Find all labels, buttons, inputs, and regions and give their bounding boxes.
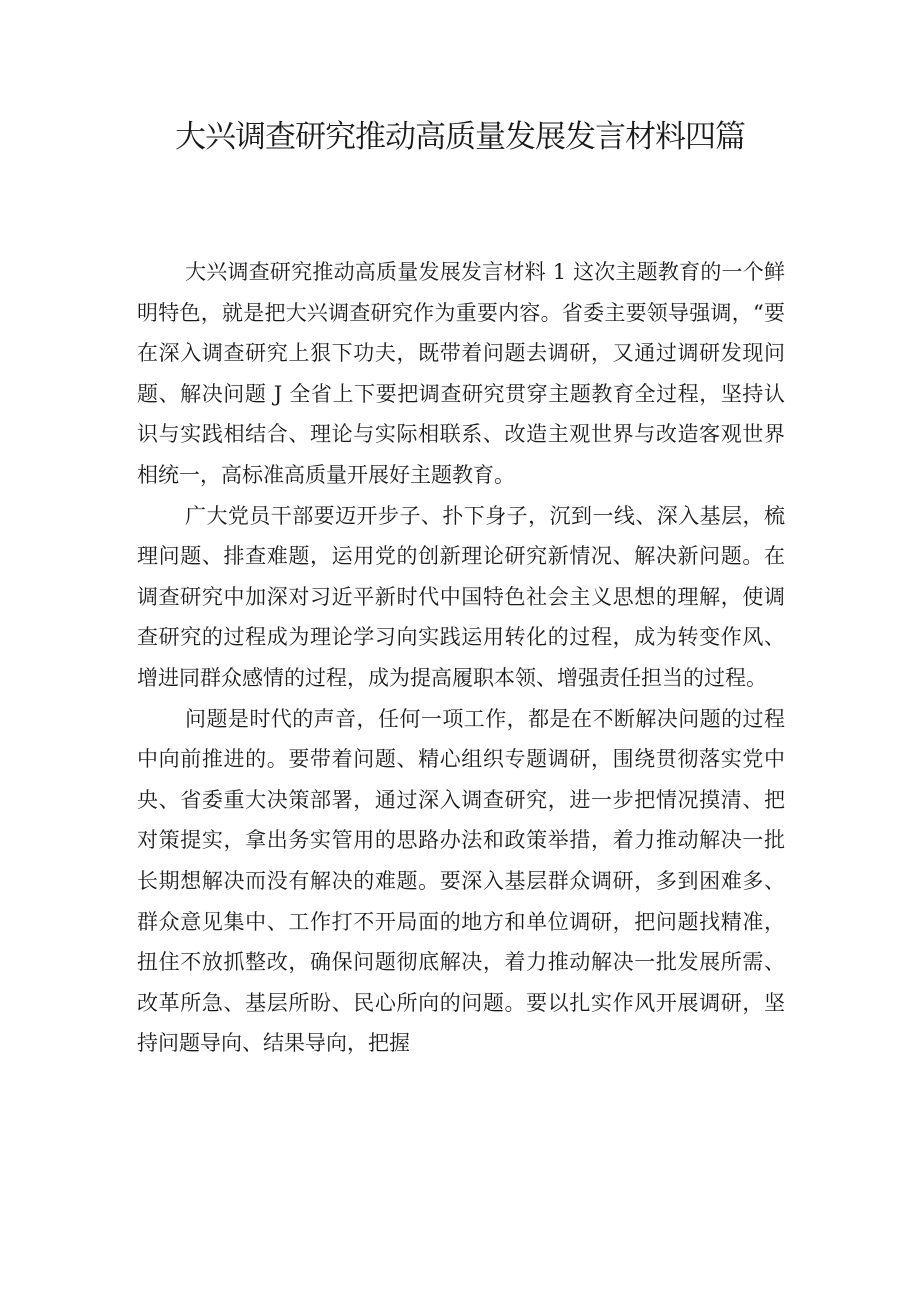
document-title: 大兴调查研究推动高质量发展发言材料四篇 [175, 119, 745, 155]
paragraph-3: 问题是时代的声音，任何一项工作，都是在不断解决问题的过程中向前推进的。要带着问题、精心组织专题调研，围绕贯彻落实党中央、省委重大决策部署，通过深入调查研究，进一步把情况摸清、把对策提实，拿出务实管用的思路办法和政策举措，着力推动解决一批长期想解决而没有解决的难题。要深入基层群众调研，多到困难多、群众意见集中、工作打不开局面的地方和单位调研，把问题找精准，扭住不放抓整改，确保问题彻底解决，着力推动解决一批发展所需、改革所急、基层所盼、民心所向的问题。要以扎实作风开展调研，坚持问题导向、结果导向，把握 [137, 706, 785, 1056]
paragraph-1: 大兴调查研究推动高质量发展发言材料 1 这次主题教育的一个鲜明特色，就是把大兴调查研究作为重要内容。省委主要领导强调，“要在深入调查研究上狠下功夫，既带着问题去调研，又通过调研发现问题、解决问题 J 全省上下要把调查研究贯穿主题教育全过程，坚持认识与实践相结合、理论与实际相联系、改造主观世界与改造客观世界相统一，高标准高质量开展好主题教育。 [137, 260, 785, 487]
paragraph-2: 广大党员干部要迈开步子、扑下身子，沉到一线、深入基层，梳理问题、排查难题，运用党的创新理论研究新情况、解决新问题。在调查研究中加深对习近平新时代中国特色社会主义思想的理解，使调查研究的过程成为理论学习向实践运用转化的过程，成为转变作风、增进同群众感情的过程，成为提高履职本领、增强责任担当的过程。 [137, 503, 785, 690]
document-body [137, 252, 785, 1064]
